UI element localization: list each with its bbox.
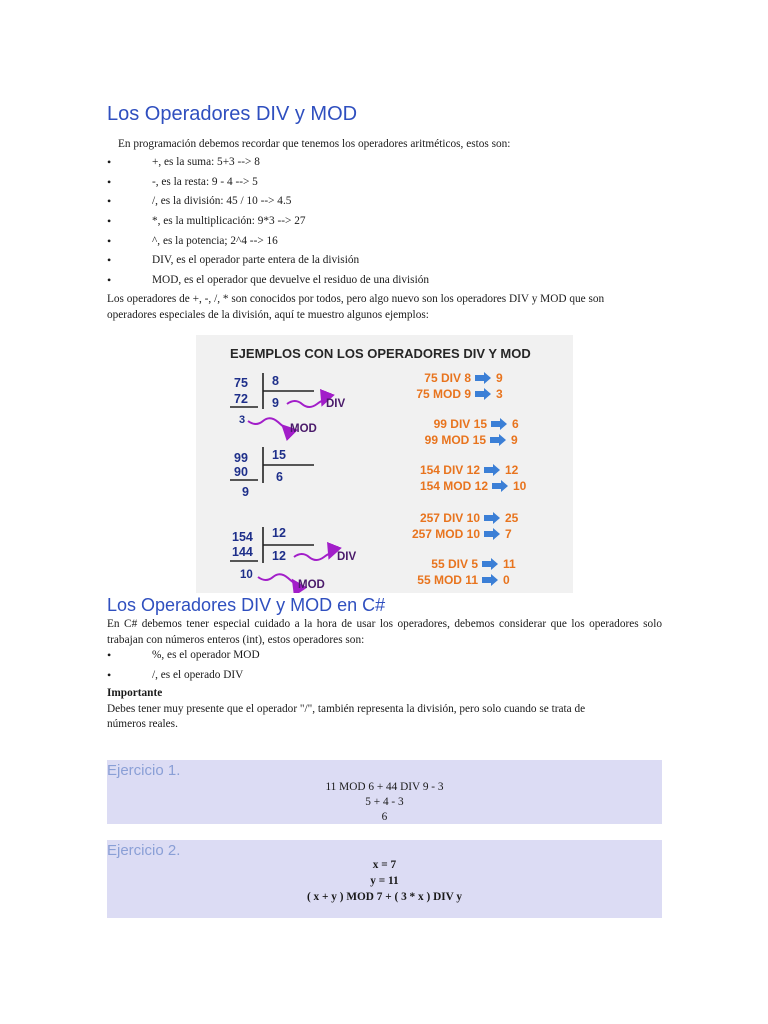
dividend: 154 bbox=[232, 530, 253, 544]
section-title: Los Operadores DIV y MOD en C# bbox=[107, 595, 386, 615]
product: 72 bbox=[234, 392, 248, 406]
division-diagram bbox=[230, 447, 314, 499]
mod-label: MOD bbox=[290, 423, 317, 435]
dividend: 99 bbox=[234, 451, 248, 465]
remainder: 10 bbox=[240, 569, 253, 581]
result-value: 7 bbox=[505, 527, 512, 541]
result-expression: 99 MOD 15 bbox=[424, 433, 486, 447]
paragraph-line: números reales. bbox=[107, 718, 178, 730]
div-label: DIV bbox=[326, 398, 346, 410]
result-expression: 55 DIV 5 bbox=[431, 557, 478, 571]
division-diagram bbox=[230, 373, 346, 435]
result-value: 3 bbox=[496, 387, 503, 401]
result-expression: 154 DIV 12 bbox=[419, 463, 480, 477]
product: 90 bbox=[234, 465, 248, 479]
result-expression: 99 DIV 15 bbox=[433, 417, 487, 431]
exercise-line: ( x + y ) MOD 7 + ( 3 * x ) DIV y bbox=[306, 891, 463, 903]
bullet-icon: • bbox=[107, 214, 112, 228]
examples-figure-svg bbox=[196, 335, 573, 593]
bullet-icon: • bbox=[107, 194, 112, 208]
right-arrow-icon bbox=[491, 418, 507, 430]
div-arrow-icon bbox=[287, 401, 323, 407]
result-expression: 55 MOD 11 bbox=[417, 573, 478, 587]
div-arrow-icon bbox=[294, 554, 330, 560]
result-value: 9 bbox=[496, 371, 503, 385]
dividend: 75 bbox=[234, 376, 248, 390]
result-expression: 75 DIV 8 bbox=[424, 371, 471, 385]
figure-title: EJEMPLOS CON LOS OPERADORES DIV Y MOD bbox=[230, 346, 531, 361]
exercise-2-box bbox=[107, 840, 662, 918]
bullet-icon: • bbox=[107, 668, 112, 682]
product: 144 bbox=[232, 545, 253, 559]
paragraph-line: Los operadores de +, -, /, * son conocidos por todos, pero algo nuevo son los operadores DIV y MOD que son bbox=[107, 293, 605, 305]
divisor: 8 bbox=[272, 374, 279, 388]
results-column bbox=[412, 371, 527, 587]
bullet-icon: • bbox=[107, 234, 112, 248]
result-expression: 154 MOD 12 bbox=[419, 479, 488, 493]
bullet-icon: • bbox=[107, 253, 112, 267]
result-expression: 257 DIV 10 bbox=[419, 511, 480, 525]
right-arrow-icon bbox=[484, 512, 500, 524]
exercise-line: y = 11 bbox=[370, 875, 399, 887]
page-title: Los Operadores DIV y MOD bbox=[107, 103, 358, 125]
div-label: DIV bbox=[337, 551, 357, 563]
exercise-1-box bbox=[107, 760, 662, 824]
divisor: 15 bbox=[272, 448, 286, 462]
right-arrow-icon bbox=[484, 464, 500, 476]
mod-arrow-icon bbox=[258, 574, 294, 583]
document-page: Los Operadores DIV y MOD En programación debemos recordar que tenemos los operadores aritméticos, estos son: • +, es la suma: 5+3 --> 8 • -, es la resta: 9 - 4 --> 5 • /, es la división: 45 / 10 --> 4.5 • *, es la multiplicación: 9*3 --> 27 • ^, es la potencia; 2^4 --> 16 • DIV, es el operador parte entera de la división • MOD, es el operador que devuelve el residuo de una división Los operadores de +, -, /, * son conocidos por todos, pero algo nuevo son los operadores DIV y MOD que son operadores especiales de la división, aquí te muestro algunos ejemplos: EJEMPLOS CON LOS OPERADORES DIV Y MOD 75 8 72 9 3 DIV MOD 99 15 90 6 9 154 12 144 12 10 DIV MOD 75 DIV 8 9 75 MOD 9 3 99 DIV 15 6 99 MOD 15 9 154 DIV 12 12 154 MOD 12 10 257 DIV 10 25 257 MOD 10 7 55 DIV 5 11 55 MOD 11 0 Los Operadores DIV y MOD en C# En C# debemos tener especial cuidado a la hora de usar los operadores, debemos considerar que los operadores solo trabajan con números enteros (int), estos operadores son: • %, es el operador MOD • /, es el operado DIV Importante Debes tener muy presente que el operador "/", también representa la división, pero solo cuando se trata de números reales. Ejercicio 1. 11 MOD 6 + 44 DIV 9 - 3 5 + 4 - 3 6 Ejercicio 2. x = 7 y = 11 ( x + y ) MOD 7 + ( 3 * x ) DIV y bbox=[0, 0, 768, 1024]
right-arrow-icon bbox=[475, 388, 491, 400]
exercise-title: Ejercicio 1. bbox=[107, 762, 181, 779]
result-value: 12 bbox=[505, 463, 519, 477]
bullet-icon: • bbox=[107, 175, 112, 189]
intro-text: En programación debemos recordar que tenemos los operadores aritméticos, estos son: bbox=[118, 138, 511, 150]
exercise-line: 5 + 4 - 3 bbox=[365, 796, 404, 808]
quotient: 6 bbox=[276, 470, 283, 484]
remainder: 9 bbox=[242, 485, 249, 499]
result-value: 0 bbox=[503, 573, 510, 587]
divisor: 12 bbox=[272, 526, 286, 540]
result-value: 10 bbox=[513, 479, 527, 493]
right-arrow-icon bbox=[475, 372, 491, 384]
mod-arrow-icon bbox=[248, 418, 284, 427]
exercise-line: 6 bbox=[381, 811, 388, 823]
important-heading: Importante bbox=[107, 687, 163, 699]
examples-figure bbox=[196, 335, 573, 593]
right-arrow-icon bbox=[484, 528, 500, 540]
division-diagram bbox=[230, 526, 357, 591]
result-value: 9 bbox=[511, 433, 518, 447]
right-arrow-icon bbox=[492, 480, 508, 492]
paragraph: En C# debemos tener especial cuidado a la hora de usar los operadores, debemos considerar que los operadores solo trabajan con números enteros (int), estos operadores son: bbox=[107, 618, 662, 646]
paragraph-line: Debes tener muy presente que el operador "/", también representa la división, pero solo cuando se trata de bbox=[107, 703, 586, 715]
bullet-icon: • bbox=[107, 273, 112, 287]
result-value: 11 bbox=[503, 557, 516, 571]
result-value: 6 bbox=[512, 417, 519, 431]
mod-label: MOD bbox=[298, 579, 325, 591]
quotient: 9 bbox=[272, 396, 279, 410]
quotient: 12 bbox=[272, 549, 286, 563]
exercise-title: Ejercicio 2. bbox=[107, 842, 181, 859]
result-value: 25 bbox=[505, 511, 519, 525]
result-expression: 257 MOD 10 bbox=[411, 527, 480, 541]
paragraph-line: operadores especiales de la división, aquí te muestro algunos ejemplos: bbox=[107, 309, 429, 321]
bullet-icon: • bbox=[107, 155, 112, 169]
exercise-line: 11 MOD 6 + 44 DIV 9 - 3 bbox=[325, 781, 444, 793]
right-arrow-icon bbox=[490, 434, 506, 446]
remainder: 3 bbox=[239, 414, 246, 426]
exercise-line: x = 7 bbox=[372, 859, 397, 871]
right-arrow-icon bbox=[482, 574, 498, 586]
right-arrow-icon bbox=[482, 558, 498, 570]
bullet-icon: • bbox=[107, 648, 112, 662]
result-expression: 75 MOD 9 bbox=[416, 387, 471, 401]
